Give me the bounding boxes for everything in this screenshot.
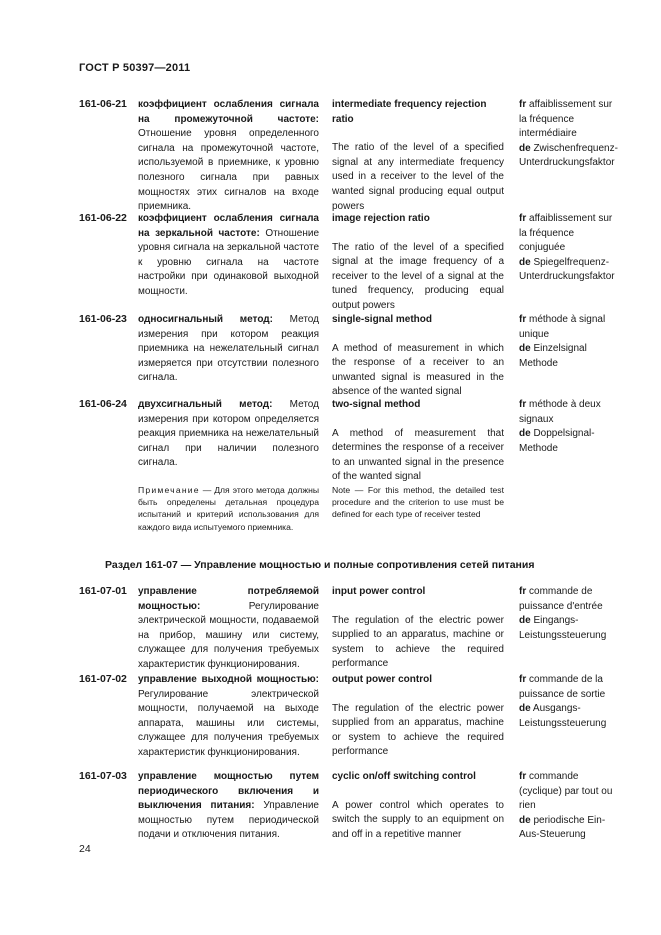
french-label: fr bbox=[519, 674, 527, 685]
french-label: fr bbox=[519, 399, 527, 410]
english-definition-text: The ratio of the level of a specified signal at the image frequency of a receiver to the level of a signal at the tuned frequency, producing equal output powers bbox=[332, 241, 504, 311]
russian-definition-text: Управление мощностью путем периодической подачи и отключения питания. bbox=[138, 800, 319, 841]
german-label: de bbox=[519, 615, 531, 627]
russian-definition-text: Метод измерения при котором реакция приемника на нежелательный сигнал измеряется при отсутствии полезного сигнала. bbox=[138, 314, 319, 384]
german-equivalent bbox=[519, 814, 619, 843]
german-label: de bbox=[519, 142, 531, 154]
french-term: méthode à deux signaux bbox=[519, 399, 601, 425]
german-term: Eingangs-Leistungssteuerung bbox=[519, 615, 607, 641]
term-number: 161-07-02 bbox=[79, 673, 127, 685]
english-definition bbox=[332, 313, 504, 400]
foreign-equivalents bbox=[519, 98, 619, 171]
english-definition bbox=[332, 770, 504, 842]
french-label: fr bbox=[519, 213, 527, 224]
russian-definition bbox=[138, 673, 319, 761]
document-header: ГОСТ Р 50397—2011 bbox=[79, 62, 191, 74]
term-number: 161-06-23 bbox=[79, 313, 127, 325]
french-equivalent bbox=[519, 585, 619, 614]
russian-term: двухсигнальный метод: bbox=[138, 399, 273, 410]
french-term: commande de puissance d'entrée bbox=[519, 586, 603, 612]
foreign-equivalents bbox=[519, 770, 619, 843]
french-term: affaiblissement sur la fréquence conjuguée bbox=[519, 213, 613, 254]
german-term: Einzelsignal Methode bbox=[519, 343, 587, 369]
russian-definition bbox=[138, 585, 319, 673]
russian-term: управление мощностью путем периодического включения и выключения питания: bbox=[138, 771, 319, 812]
english-definition bbox=[332, 212, 504, 314]
english-definition-text: A power control which operates to switch the supply to an equipment on and off in a repetitive manner bbox=[332, 799, 504, 840]
german-label: de bbox=[519, 343, 531, 355]
page-number: 24 bbox=[79, 843, 91, 855]
german-equivalent bbox=[519, 142, 619, 171]
russian-term: коэффициент ослабления сигнала на зеркальной частоте: bbox=[138, 213, 319, 239]
term-number: 161-07-03 bbox=[79, 770, 127, 782]
english-definition bbox=[332, 98, 504, 214]
russian-term: управление потребляемой мощностью: bbox=[138, 586, 319, 612]
term-number: 161-06-21 bbox=[79, 98, 127, 110]
english-term: cyclic on/off switching control bbox=[332, 771, 476, 782]
russian-definition-text: Метод измерения при котором определяется реакция приемника на нежелательный сигнал при наличии полезного сигнала. bbox=[138, 399, 319, 469]
french-label: fr bbox=[519, 314, 527, 325]
french-term: commande (cyclique) par tout ou rien bbox=[519, 771, 613, 812]
english-definition bbox=[332, 585, 504, 672]
russian-definition-text: Отношение уровня сигнала на зеркальной частоте к уровню сигнала на частоте настройки при одинаковой выходной мощности. bbox=[138, 227, 320, 297]
english-definition-text: The regulation of the electric power supplied to an apparatus, machine or system to achieve the required performance bbox=[332, 614, 504, 670]
russian-definition-text: Регулирование электрической мощности, подаваемой на прибор, машину или систему, служащее для получения требуемых характеристик функционирования. bbox=[138, 600, 319, 670]
russian-term: управление выходной мощностью: bbox=[138, 674, 319, 685]
russian-definition bbox=[138, 98, 319, 215]
english-definition bbox=[332, 398, 504, 485]
french-equivalent bbox=[519, 98, 619, 142]
french-equivalent bbox=[519, 770, 619, 814]
english-definition-text: The regulation of the electric power supplied from an apparatus, machine or system to achieve the required performance bbox=[332, 702, 504, 758]
russian-definition-text: Отношение уровня определенного сигнала на промежуточной частоте, используемой в приемнике, к уровню полезного сигнала при равных мощностях этих сигналов на входе приемника. bbox=[138, 128, 319, 213]
foreign-equivalents bbox=[519, 212, 619, 285]
english-term: single-signal method bbox=[332, 314, 433, 325]
note-lead: Примечание bbox=[138, 485, 200, 495]
foreign-equivalents bbox=[519, 313, 619, 371]
french-term: méthode à signal unique bbox=[519, 314, 606, 340]
english-term: output power control bbox=[332, 674, 432, 685]
english-definition-text: A method of measurement that determines the response of a receiver to an unwanted signal in the presence of the wanted signal bbox=[332, 427, 504, 483]
foreign-equivalents bbox=[519, 585, 619, 643]
german-equivalent bbox=[519, 702, 619, 731]
french-label: fr bbox=[519, 586, 527, 597]
term-number: 161-06-22 bbox=[79, 212, 127, 224]
english-definition-text: A method of measurement in which the response of a receiver to an unwanted signal is measured in the absence of the wanted signal bbox=[332, 342, 504, 398]
term-number: 161-07-01 bbox=[79, 585, 127, 597]
foreign-equivalents bbox=[519, 673, 619, 731]
german-term: Doppelsignal-Methode bbox=[519, 428, 595, 454]
french-label: fr bbox=[519, 771, 527, 782]
english-definition-text: The ratio of the level of a specified signal at any intermediate frequency used in a receiver to the level of the wanted signal producing equal output powers bbox=[332, 142, 504, 212]
french-term: commande de la puissance de sortie bbox=[519, 674, 606, 700]
foreign-equivalents bbox=[519, 398, 619, 456]
russian-definition bbox=[138, 398, 319, 471]
russian-definition-text: Регулирование электрической мощности, получаемой на выходе аппарата, машины или системы, служащее для получения требуемых характеристик функционирования. bbox=[138, 688, 319, 758]
german-equivalent bbox=[519, 342, 619, 371]
german-equivalent bbox=[519, 427, 619, 456]
russian-definition bbox=[138, 212, 319, 300]
german-label: de bbox=[519, 428, 531, 440]
note-english: Note — For this method, the detailed test procedure and the criterion to use must be defined for each type of receiver tested bbox=[332, 485, 504, 520]
note-russian-text: — Для этого метода должны быть определены детальная процедура испытаний и критерий использования для каждого вида испытуемого приемника. bbox=[138, 485, 319, 532]
french-equivalent bbox=[519, 313, 619, 342]
section-heading: Раздел 161-07 — Управление мощностью и полные сопротивления сетей питания bbox=[105, 559, 535, 571]
english-term: intermediate frequency rejection ratio bbox=[332, 99, 487, 125]
german-term: Ausgangs-Leistungssteuerung bbox=[519, 703, 607, 729]
english-definition bbox=[332, 673, 504, 760]
term-number: 161-06-24 bbox=[79, 398, 127, 410]
german-term: periodische Ein-Aus-Steuerung bbox=[519, 814, 606, 841]
german-label: de bbox=[519, 814, 531, 826]
german-label: de bbox=[519, 703, 531, 715]
german-equivalent bbox=[519, 614, 619, 643]
german-term: Spiegelfrequenz-Unterdruckungsfaktor bbox=[519, 256, 615, 283]
german-label: de bbox=[519, 256, 531, 268]
french-equivalent bbox=[519, 673, 619, 702]
note-russian bbox=[138, 484, 319, 533]
russian-definition bbox=[138, 770, 319, 843]
english-term: two-signal method bbox=[332, 399, 421, 410]
russian-term: коэффициент ослабления сигнала на промежуточной частоте: bbox=[138, 99, 319, 125]
french-equivalent bbox=[519, 398, 619, 427]
english-term: input power control bbox=[332, 586, 426, 597]
russian-definition bbox=[138, 313, 319, 386]
russian-term: односигнальный метод: bbox=[138, 314, 273, 325]
german-term: Zwischenfrequenz-Unterdruckungsfaktor bbox=[519, 142, 618, 169]
french-label: fr bbox=[519, 99, 527, 110]
german-equivalent bbox=[519, 256, 619, 285]
english-term: image rejection ratio bbox=[332, 213, 430, 224]
french-equivalent bbox=[519, 212, 619, 256]
french-term: affaiblissement sur la fréquence intermédiaire bbox=[519, 99, 613, 140]
